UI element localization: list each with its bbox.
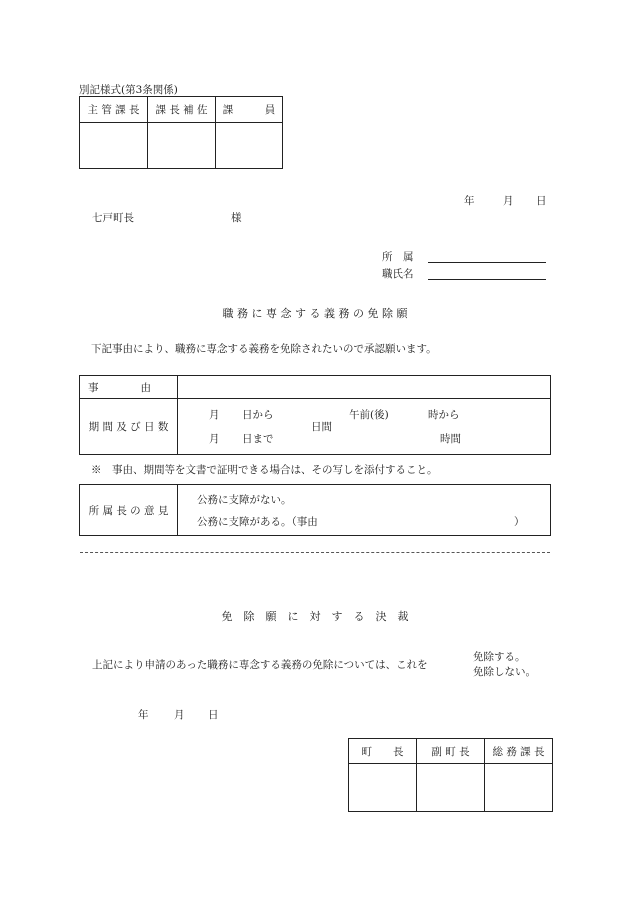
name-field[interactable] bbox=[428, 279, 546, 280]
decision-option-deny[interactable]: 免除しない。 bbox=[473, 666, 536, 678]
affiliation-label: 所 属 bbox=[382, 251, 414, 263]
decision-title: 免 除 願 に 対 す る 決 裁 bbox=[221, 610, 409, 623]
form-reference: 別記様式(第3条関係) bbox=[79, 84, 178, 96]
approval-stamp-assistant[interactable] bbox=[148, 123, 216, 169]
opinion-label: 所 属 長 の 意 見 bbox=[80, 485, 178, 536]
period-label: 期 間 及 び 日 数 bbox=[80, 399, 178, 455]
date-day: 日 bbox=[536, 195, 547, 207]
approval-header-staff: 課 員 bbox=[216, 97, 283, 123]
affiliation-field[interactable] bbox=[428, 262, 546, 263]
opinion-option-no-issue[interactable]: 公務に支障がない。 bbox=[197, 494, 292, 506]
period-days: 日間 bbox=[311, 421, 332, 433]
period-field[interactable] bbox=[178, 399, 551, 455]
period-hours: 時間 bbox=[440, 433, 461, 445]
opinion-option-issue[interactable]: 公務に支障がある。（事由 bbox=[197, 516, 318, 528]
approval-header-deputy-mayor: 副 町 長 bbox=[417, 739, 485, 764]
approval-header-general-affairs: 総 務 課 長 bbox=[485, 739, 553, 764]
approval-stamp-chief[interactable] bbox=[80, 123, 148, 169]
decision-date-month: 月 bbox=[174, 709, 185, 721]
addressee-honorific: 様 bbox=[231, 212, 242, 224]
approval-stamp-general-affairs[interactable] bbox=[485, 764, 553, 812]
form-title: 職 務 に 専 念 す る 義 務 の 免 除 願 bbox=[222, 307, 408, 320]
addressee-name: 七戸町長 bbox=[92, 212, 134, 224]
period-month-from: 月 bbox=[209, 409, 220, 421]
reason-field[interactable] bbox=[178, 376, 551, 399]
period-day-until: 日まで bbox=[242, 433, 274, 445]
approval-box-bottom bbox=[348, 738, 553, 812]
decision-text: 上記により申請のあった職務に専念する義務の免除については、これを bbox=[92, 659, 428, 671]
decision-option-approve[interactable]: 免除する。 bbox=[473, 651, 526, 663]
approval-header-assistant: 課 長 補 佐 bbox=[148, 97, 216, 123]
approval-header-mayor: 町 長 bbox=[349, 739, 417, 764]
reason-label: 事 由 bbox=[80, 376, 178, 399]
decision-date-year: 年 bbox=[138, 709, 149, 721]
date-year: 年 bbox=[464, 195, 475, 207]
opinion-close-paren: ） bbox=[514, 516, 525, 528]
opinion-table bbox=[79, 484, 551, 536]
date-month: 月 bbox=[503, 195, 514, 207]
period-day-from: 日から bbox=[242, 409, 274, 421]
approval-header-chief: 主 管 課 長 bbox=[80, 97, 148, 123]
name-label: 職氏名 bbox=[382, 268, 414, 280]
period-month-until: 月 bbox=[209, 433, 220, 445]
intro-text: 下記事由により、職務に専念する義務を免除されたいので承認願います。 bbox=[91, 343, 437, 355]
approval-stamp-deputy-mayor[interactable] bbox=[417, 764, 485, 812]
section-divider bbox=[80, 552, 550, 553]
application-table bbox=[79, 375, 551, 455]
period-hour-from: 時から bbox=[428, 409, 460, 421]
decision-date-day: 日 bbox=[208, 709, 219, 721]
approval-stamp-staff[interactable] bbox=[216, 123, 283, 169]
opinion-field[interactable] bbox=[178, 485, 551, 536]
approval-stamp-mayor[interactable] bbox=[349, 764, 417, 812]
approval-box-top bbox=[79, 96, 283, 169]
attachment-note: ※ 事由、期間等を文書で証明できる場合は、その写しを添付すること。 bbox=[91, 464, 438, 476]
period-ampm: 午前(後) bbox=[349, 409, 389, 421]
